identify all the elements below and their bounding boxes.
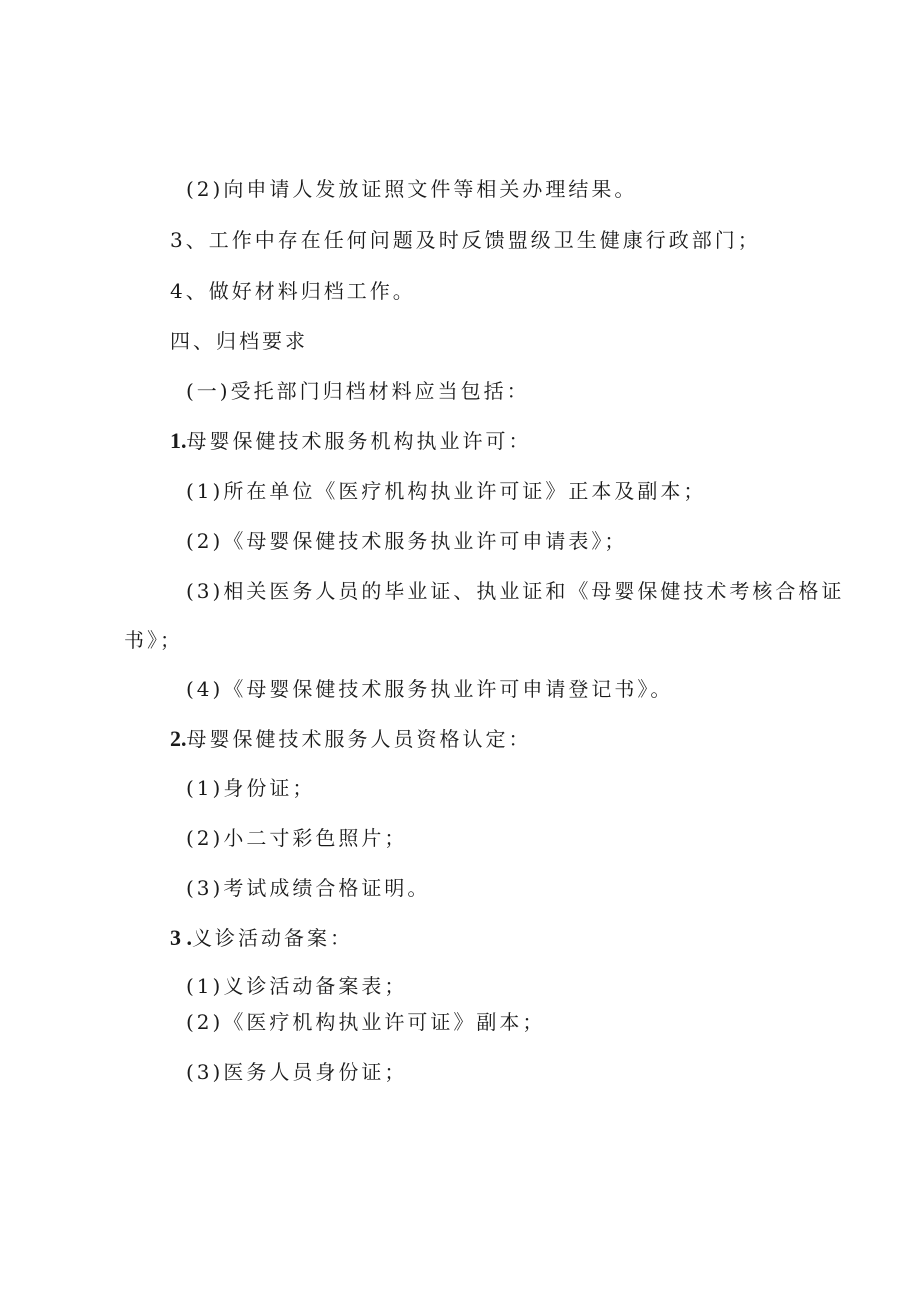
list-item: (1)所在单位《医疗机构执业许可证》正本及副本； (186, 479, 707, 503)
list-item-continuation: 书》； (124, 628, 183, 652)
heading-1-text: 母婴保健技术服务机构执业许可： (186, 429, 532, 453)
item-4-archive-work: 4、做好材料归档工作。 (170, 279, 416, 303)
heading-3-text: 义诊活动备案： (192, 926, 353, 950)
number-1: 1. (170, 428, 187, 453)
list-item: (2)《母婴保健技术服务执业许可申请表》； (186, 529, 628, 553)
list-item: (1)义诊活动备案表； (186, 974, 408, 998)
number-3: 3 . (170, 925, 192, 950)
heading-2-qualification (170, 726, 532, 752)
item-2-issue-results: (2)向申请人发放证照文件等相关办理结果。 (186, 177, 638, 201)
number-2: 2. (170, 726, 187, 751)
section-heading-archive-requirements: 四、归档要求 (170, 329, 308, 353)
list-item: (3)相关医务人员的毕业证、执业证和《母婴保健技术考核合格证 (186, 579, 845, 603)
subsection-heading-materials: (一)受托部门归档材料应当包括： (186, 379, 530, 403)
list-item: (3)考试成绩合格证明。 (186, 876, 431, 900)
list-item: (2)小二寸彩色照片； (186, 826, 408, 850)
list-item: (1)身份证； (186, 776, 316, 800)
heading-1-license (170, 428, 532, 454)
list-item: (3)医务人员身份证； (186, 1060, 408, 1084)
list-item: (2)《医疗机构执业许可证》副本； (186, 1010, 546, 1034)
list-item: (4)《母婴保健技术服务执业许可申请登记书》。 (186, 677, 674, 701)
heading-3-free-clinic (170, 925, 353, 951)
heading-2-text: 母婴保健技术服务人员资格认定： (186, 727, 532, 751)
item-3-report-problems: 3、工作中存在任何问题及时反馈盟级卫生健康行政部门； (170, 228, 761, 252)
